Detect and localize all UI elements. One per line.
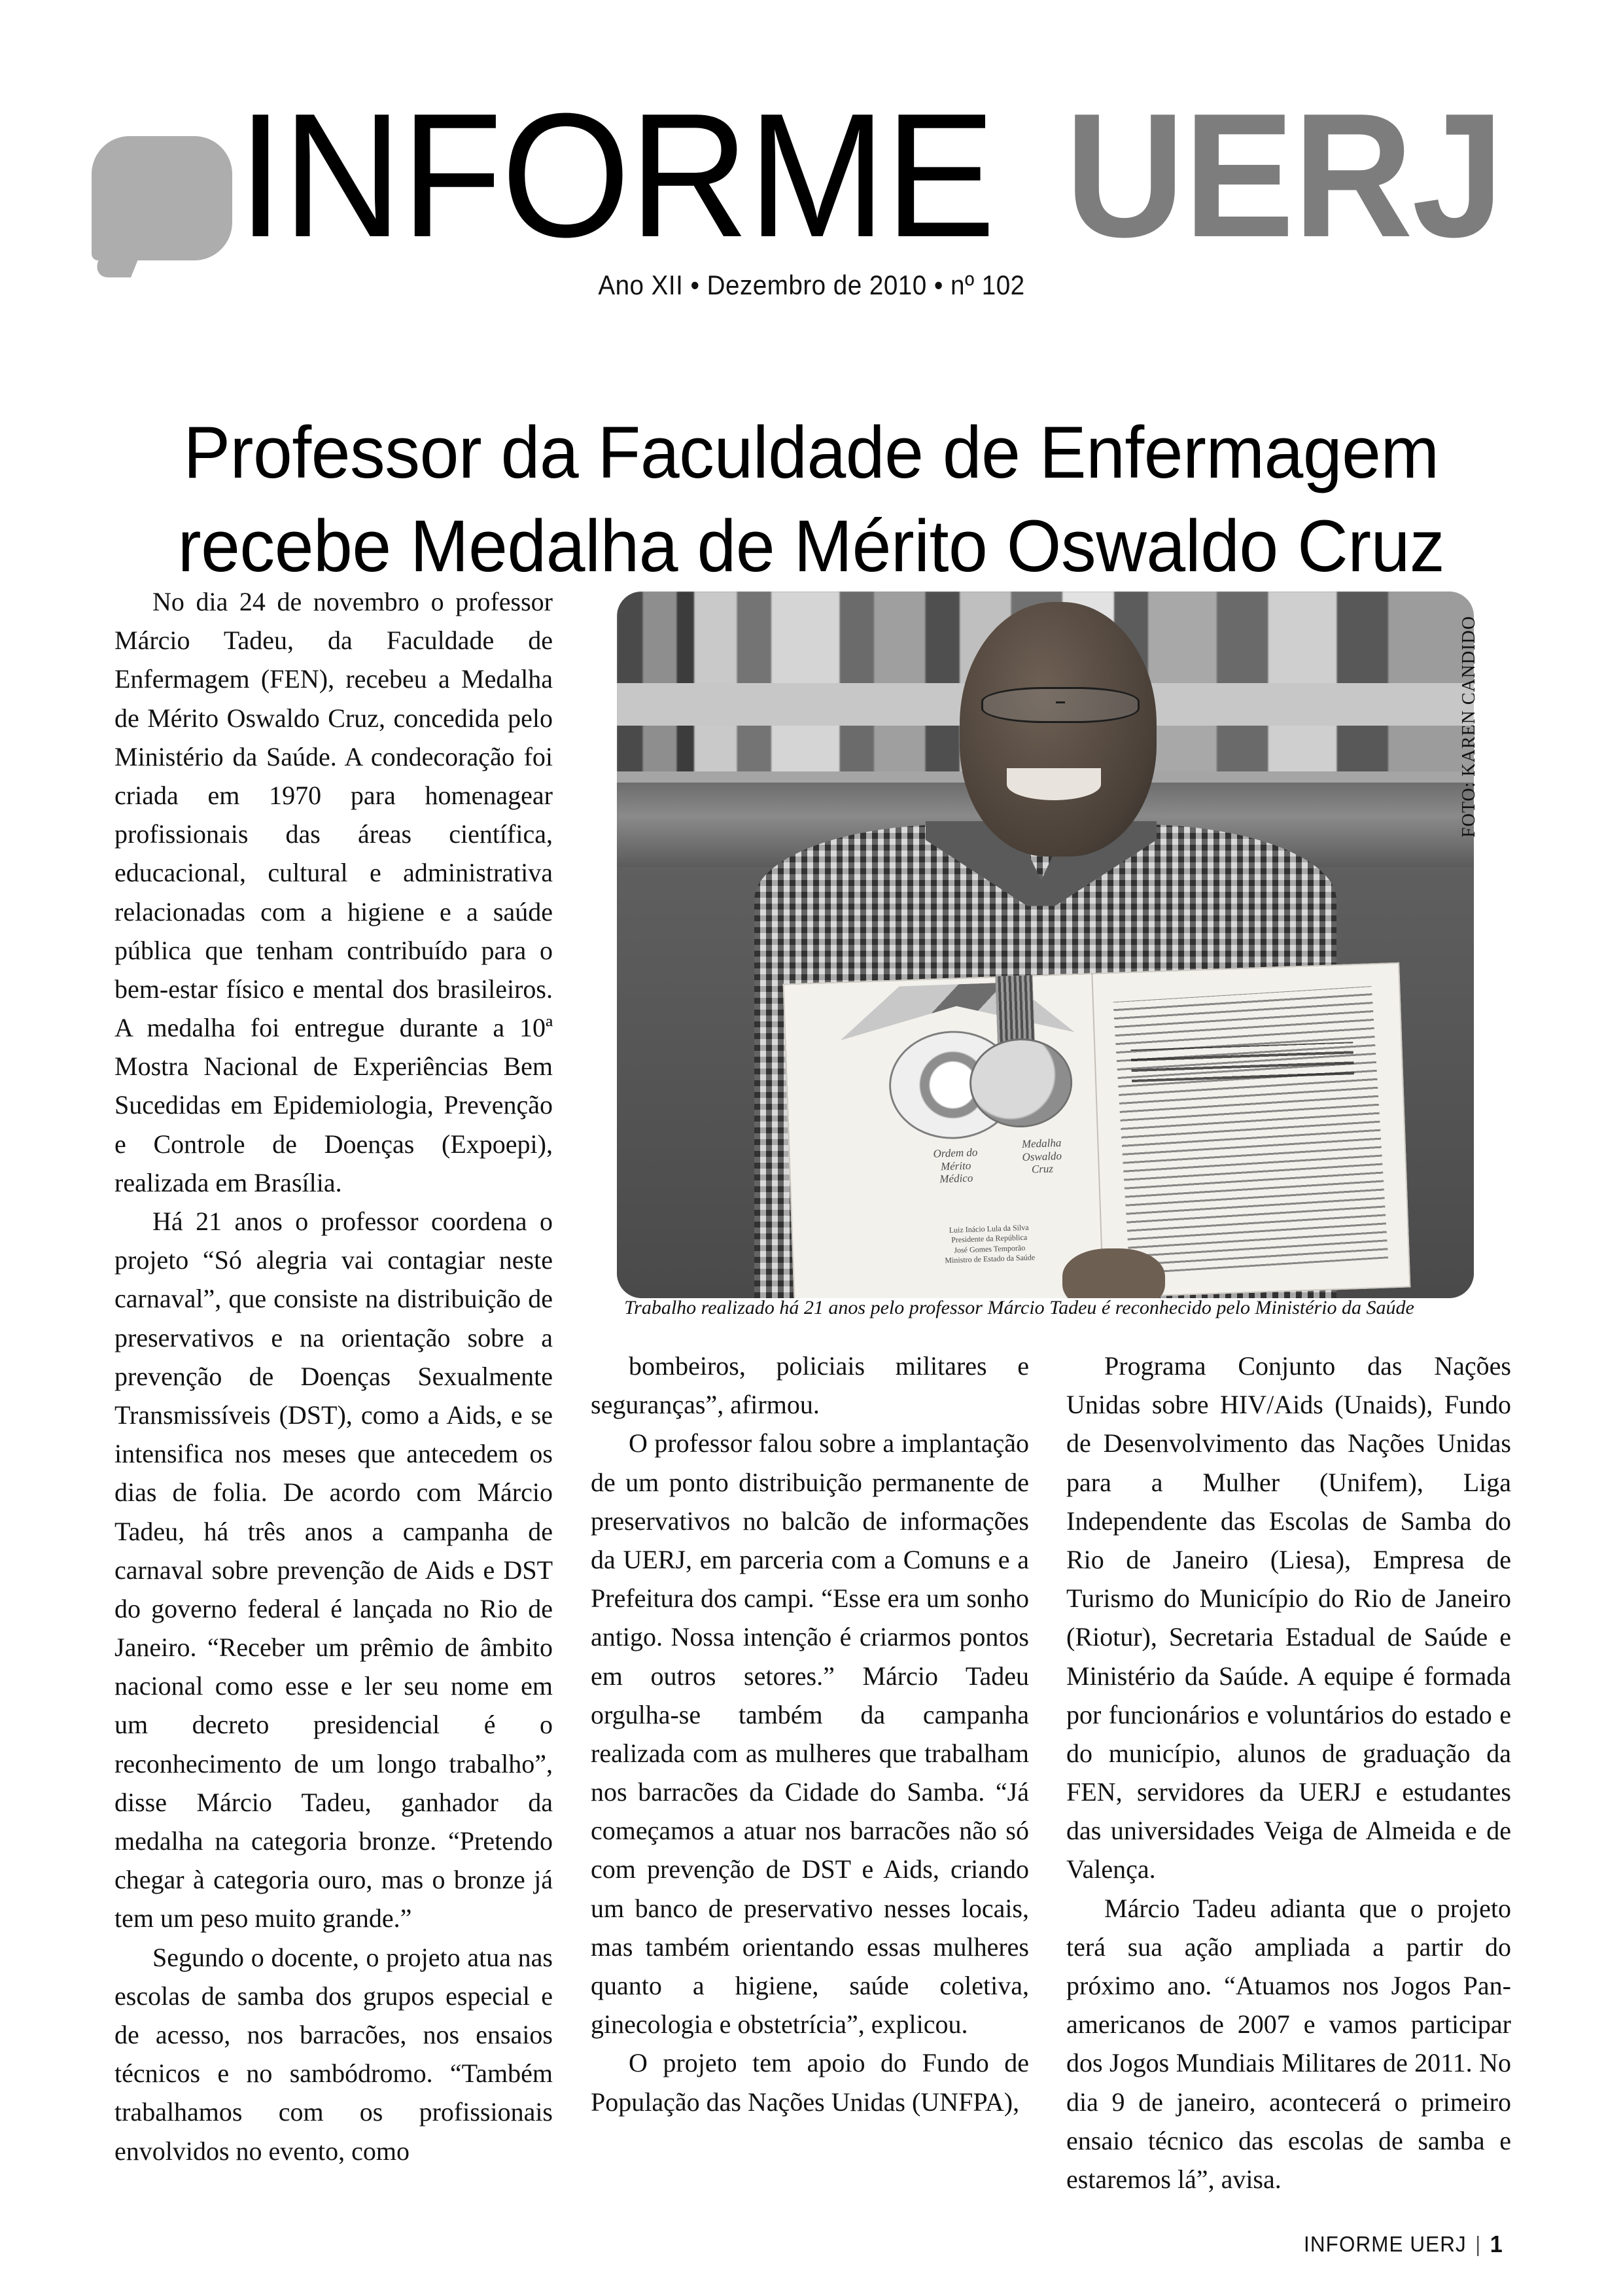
certificate-label-left-line1: Ordem do [933, 1146, 978, 1161]
paragraph: bombeiros, policiais militares e seguranças”, afirmou. [591, 1351, 1029, 1420]
paragraph: Programa Conjunto das Nações Unidas sobre HIV/Aids (Unaids), Fundo de Desenvolvimento das Nações Unidas para a Mulher (Unifem), Liga Independente das Escolas de Samba do Rio de Janeiro (Liesa), Empresa de Turismo do Município do Rio de Janeiro (Riotur), Secretaria Estadual de Saúde e Ministério da Saúde. A equipe é formada por funcionários e voluntários do estado e do município, alunos de graduação da FEN, servidores da UERJ e estudantes das universidades Veiga de Almeida e de Valença. [1066, 1351, 1511, 1884]
certificate-signature-2-title: Ministro de Estado da Saúde [945, 1252, 1036, 1265]
headline-line-1: Professor da Faculdade de Enfermagem [183, 412, 1439, 494]
masthead-wordmark-row [0, 77, 1623, 274]
paragraph: Segundo o docente, o projeto atua nas escolas de samba dos grupos especial e de acesso, nos barracões, nos ensaios técnicos e no sambódromo. “Também trabalhamos com os profissionais envolvidos no evento, como [114, 1942, 553, 2166]
certificate-medal-ribbon-icon [996, 975, 1035, 1048]
certificate-label-right-line2: Oswaldo [1022, 1150, 1062, 1164]
certificate-signatures [902, 1221, 1076, 1268]
certificate-signature-1-title: Presidente da República [951, 1233, 1028, 1245]
speech-bubble-logo-icon [92, 136, 232, 260]
paragraph: Há 21 anos o professor coordena o projeto “Só alegria vai contagiar neste carnaval”, que consiste na distribuição de preservativos e na orientação sobre a prevenção de Doenças Sexualmente Transmissíveis (DST), como a Aids, e se intensifica nos meses que antecedem os dias de folia. De acordo com Márcio Tadeu, há três anos a campanha de carnaval sobre prevenção de Aids e DST do governo federal é lançada no Rio de Janeiro. “Receber um prêmio de âmbito nacional como esse e ler seu nome em um decreto presidencial é o reconhecimento de um longo trabalho”, disse Márcio Tadeu, ganhador da medalha na categoria bronze. “Pretendo chegar à categoria ouro, mas o bronze já tem um peso muito grande.” [114, 1207, 553, 1934]
certificate-ribbon-illustration [839, 980, 1075, 1040]
photo-image [617, 592, 1474, 1298]
wordmark-uerj: UERJ [1065, 77, 1503, 274]
certificate-label-right [973, 1135, 1110, 1178]
paragraph: O projeto tem apoio do Fundo de População das Nações Unidas (UNFPA), [591, 2048, 1029, 2117]
article-column-2 [591, 1347, 1029, 2197]
certificate-label-right-line1: Medalha [1021, 1137, 1062, 1151]
headline-line-2: recebe Medalha de Mérito Oswaldo Cruz [177, 505, 1445, 588]
paragraph: O professor falou sobre a implantação de um ponto distribuição permanente de preservativos no balcão de informações da UERJ, em parceria com a Comuns e a Prefeitura dos campi. “Esse era um sonho antigo. Nossa intenção é criarmos pontos em outros setores.” Márcio Tadeu orgulha-se também da campanha realizada com as mulheres que trabalham nos barracões da Cidade do Samba. “Já começamos a atuar nos barracões não só com prevenção de DST e Aids, criando um banco de preservativo nesses locais, mas também orientando essas mulheres quanto a higiene, saúde coletiva, ginecologia e obstetrícia”, explicou. [591, 1428, 1029, 2040]
photo-credit-text: FOTO: KAREN CANDIDO [1459, 616, 1479, 838]
paragraph: Márcio Tadeu adianta que o projeto terá sua ação ampliada a partir do próximo ano. “Atuamos nos Jogos Pan-americanos de 2007 e vamos participar dos Jogos Mundiais Militares de 2011. No dia 9 de janeiro, acontecerá o primeiro ensaio técnico das escolas de samba e estaremos lá”, avisa. [1066, 1893, 1511, 2194]
photo-subject-smile [1007, 768, 1101, 800]
photo-subject-hand [1062, 1248, 1165, 1298]
photo-caption: Trabalho realizado há 21 anos pelo professor Márcio Tadeu é reconhecido pelo Ministério da Saúde [624, 1297, 1414, 1318]
footer-separator: | [1475, 2232, 1482, 2256]
page-footer [1304, 2231, 1503, 2258]
article-column-3 [1066, 1347, 1511, 2197]
certificate-signature-2-name: José Gomes Temporão [954, 1243, 1026, 1255]
photo-subject-glasses [981, 687, 1140, 724]
article-column-1 [114, 582, 553, 2199]
certificate-label-left-line2: Mérito [940, 1159, 971, 1173]
wordmark-informe: INFORME [237, 77, 995, 274]
certificate-signature-1-name: Luiz Inácio Lula da Silva [949, 1222, 1029, 1235]
article-photo [617, 592, 1474, 1298]
photo-credit [1459, 589, 1506, 838]
photo-certificate [783, 963, 1411, 1298]
issue-line: Ano XII • Dezembro de 2010 • nº 102 [598, 270, 1025, 300]
footer-publication-name: INFORME UERJ [1304, 2232, 1467, 2256]
paragraph: No dia 24 de novembro o professor Márcio Tadeu, da Faculdade de Enfermagem (FEN), recebeu a Medalha de Mérito Oswaldo Cruz, concedida pelo Ministério da Saúde. A condecoração foi criada em 1970 para homenagear profissionais das áreas científica, educacional, cultural e administrativa relacionadas com a higiene e a saúde pública que tenham contribuído para o bem-estar físico e mental dos brasileiros. A medalha foi entregue durante a 10ª Mostra Nacional de Experiências Bem Sucedidas em Epidemiologia, Prevenção e Controle de Doenças (Expoepi), realizada em Brasília. [114, 587, 553, 1197]
certificate-body-text-lines [1113, 986, 1389, 1275]
certificate-label-left-line3: Médico [939, 1172, 973, 1186]
wordmark [237, 77, 1531, 274]
masthead [0, 77, 1623, 308]
photo-subject-head [960, 602, 1157, 857]
certificate-label-right-line3: Cruz [1031, 1163, 1054, 1176]
footer-page-number: 1 [1490, 2231, 1503, 2257]
page-title [145, 406, 1476, 593]
